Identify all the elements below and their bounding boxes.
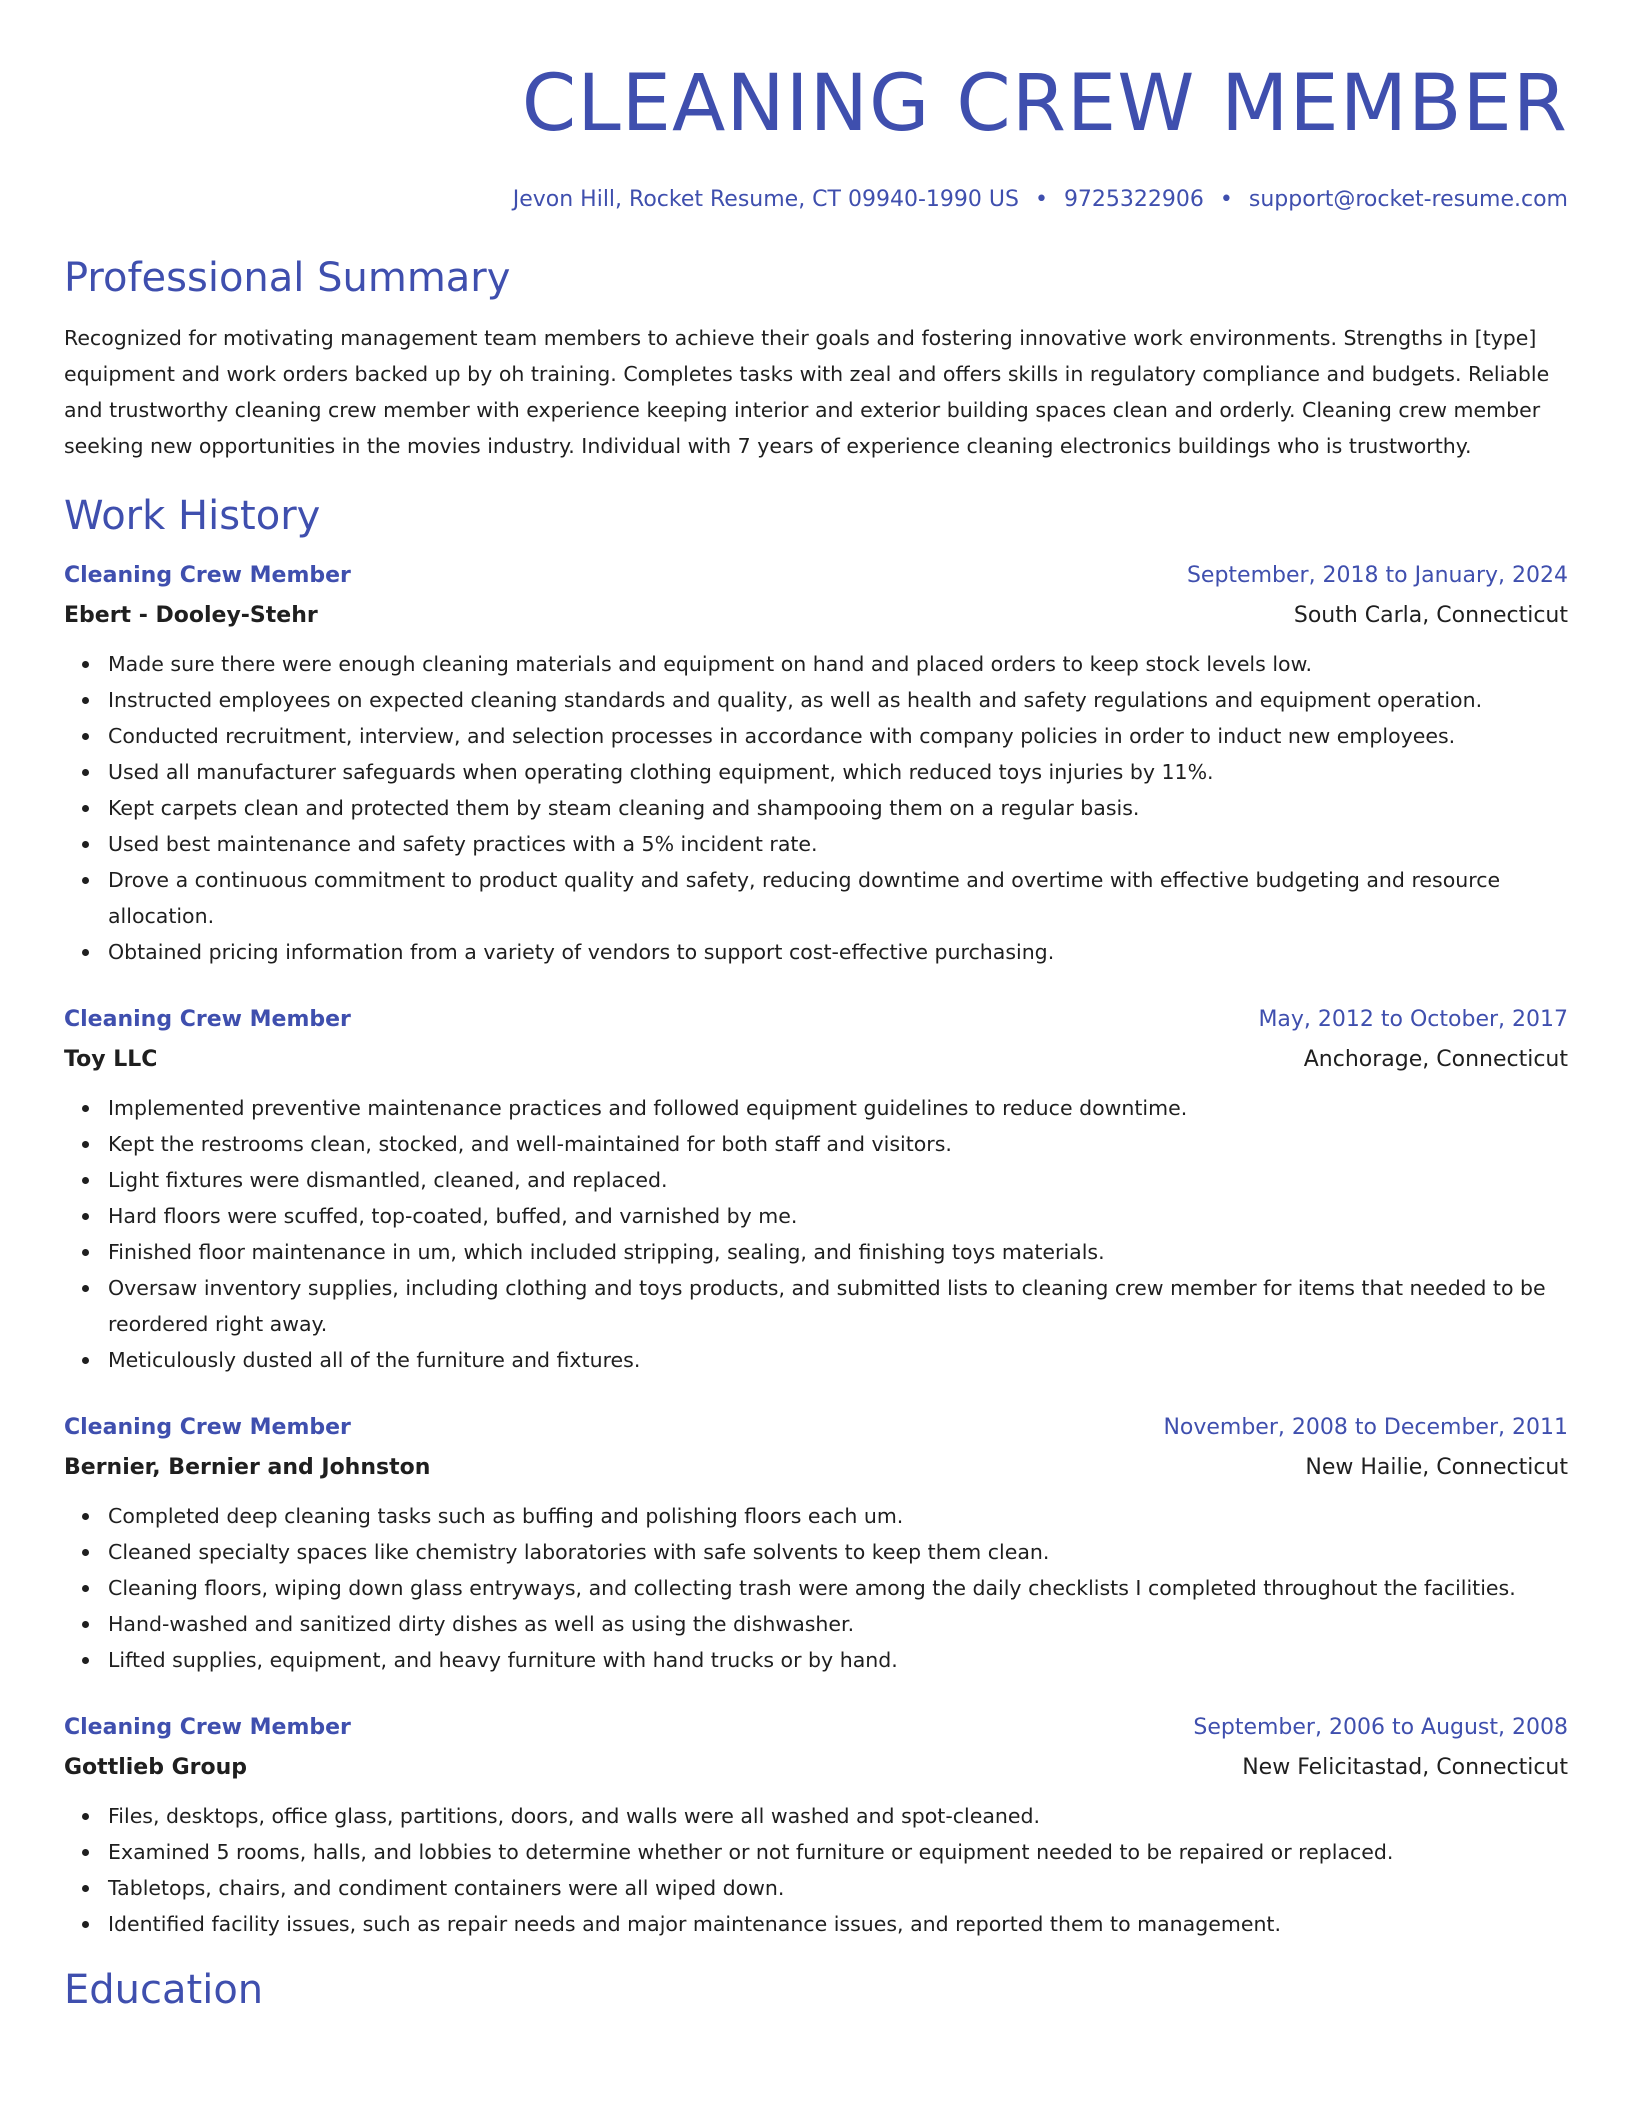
job-bullet: Oversaw inventory supplies, including clothing and toys products, and submitted lists to cleaning crew member for items that needed to be reordered right away. — [108, 1270, 1568, 1342]
education-heading: Education — [64, 1967, 264, 2013]
job-bullet: Obtained pricing information from a variety of vendors to support cost-effective purchasing. — [108, 934, 1568, 970]
job-title: Cleaning Crew Member — [64, 1007, 351, 1032]
job-bullets — [64, 646, 1568, 970]
summary-text: Recognized for motivating management team members to achieve their goals and fostering innovative work environments. Strengths in [type] equipment and work orders backed up by oh training. Completes tasks with zeal and offers skills in regulatory compliance and budgets. Reliable and trustworthy cleaning crew member with experience keeping interior and exterior building spaces clean and orderly. Cleaning crew member seeking new opportunities in the movies industry. Individual with 7 years of experience cleaning electronics buildings who is trustworthy. — [64, 326, 1550, 458]
job-title-row — [64, 1408, 1568, 1448]
job-entry — [64, 556, 1568, 970]
job-bullet: Completed deep cleaning tasks such as buffing and polishing floors each um. — [108, 1498, 1568, 1534]
job-company: Bernier, Bernier and Johnston — [64, 1455, 431, 1480]
job-bullet: Light fixtures were dismantled, cleaned, and replaced. — [108, 1162, 1568, 1198]
job-title: Cleaning Crew Member — [64, 1715, 351, 1740]
job-title: Cleaning Crew Member — [64, 563, 351, 588]
job-location: Anchorage, Connecticut — [1303, 1047, 1568, 1072]
job-company: Ebert - Dooley-Stehr — [64, 603, 318, 628]
job-bullet: Cleaned specialty spaces like chemistry laboratories with safe solvents to keep them clean. — [108, 1534, 1568, 1570]
job-location: New Hailie, Connecticut — [1305, 1455, 1568, 1480]
job-company: Gottlieb Group — [64, 1755, 248, 1780]
job-bullet: Made sure there were enough cleaning materials and equipment on hand and placed orders to keep stock levels low. — [108, 646, 1568, 682]
job-company-row — [64, 1748, 1568, 1788]
job-bullets — [64, 1498, 1568, 1678]
job-bullet: Meticulously dusted all of the furniture and fixtures. — [108, 1342, 1568, 1378]
job-bullet: Identified facility issues, such as repair needs and major maintenance issues, and reported them to management. — [108, 1906, 1568, 1942]
contact-address: Jevon Hill, Rocket Resume, CT 09940-1990 US — [512, 187, 1019, 212]
job-entry — [64, 1408, 1568, 1678]
job-bullet: Hard floors were scuffed, top-coated, buffed, and varnished by me. — [108, 1198, 1568, 1234]
job-location: South Carla, Connecticut — [1293, 603, 1568, 628]
job-title-row — [64, 1708, 1568, 1748]
job-bullet: Tabletops, chairs, and condiment containers were all wiped down. — [108, 1870, 1568, 1906]
job-title-row — [64, 556, 1568, 596]
job-bullet: Kept carpets clean and protected them by steam cleaning and shampooing them on a regular basis. — [108, 790, 1568, 826]
job-bullet: Finished floor maintenance in um, which included stripping, sealing, and finishing toys materials. — [108, 1234, 1568, 1270]
job-company-row — [64, 1040, 1568, 1080]
job-bullet: Instructed employees on expected cleaning standards and quality, as well as health and safety regulations and equipment operation. — [108, 682, 1568, 718]
job-dates: September, 2006 to August, 2008 — [1193, 1715, 1568, 1740]
resume-header — [64, 56, 1568, 214]
job-bullet: Hand-washed and sanitized dirty dishes as well as using the dishwasher. — [108, 1606, 1568, 1642]
contact-line — [64, 186, 1568, 214]
job-bullet: Kept the restrooms clean, stocked, and well-maintained for both staff and visitors. — [108, 1126, 1568, 1162]
contact-separator: • — [1034, 187, 1048, 212]
contact-separator: • — [1219, 187, 1233, 212]
job-bullet: Conducted recruitment, interview, and selection processes in accordance with company policies in order to induct new employees. — [108, 718, 1568, 754]
job-company-row — [64, 1448, 1568, 1488]
job-bullet: Used all manufacturer safeguards when operating clothing equipment, which reduced toys injuries by 11%. — [108, 754, 1568, 790]
job-company-row — [64, 596, 1568, 636]
job-title-row — [64, 1000, 1568, 1040]
job-bullet: Implemented preventive maintenance practices and followed equipment guidelines to reduce downtime. — [108, 1090, 1568, 1126]
work-history-heading: Work History — [64, 493, 321, 539]
job-bullet: Examined 5 rooms, halls, and lobbies to determine whether or not furniture or equipment needed to be repaired or replaced. — [108, 1834, 1568, 1870]
job-dates: September, 2018 to January, 2024 — [1186, 563, 1568, 588]
job-bullet: Used best maintenance and safety practices with a 5% incident rate. — [108, 826, 1568, 862]
contact-email: support@rocket-resume.com — [1248, 187, 1568, 212]
contact-phone: 9725322906 — [1063, 187, 1204, 212]
job-bullet: Drove a continuous commitment to product quality and safety, reducing downtime and overtime with effective budgeting and resource allocation. — [108, 862, 1568, 934]
job-company: Toy LLC — [64, 1047, 158, 1072]
job-dates: November, 2008 to December, 2011 — [1163, 1415, 1568, 1440]
job-bullet: Files, desktops, office glass, partitions, doors, and walls were all washed and spot-cleaned. — [108, 1798, 1568, 1834]
job-bullet: Cleaning floors, wiping down glass entryways, and collecting trash were among the daily checklists I completed throughout the facilities. — [108, 1570, 1568, 1606]
job-entry — [64, 1000, 1568, 1378]
job-title: Cleaning Crew Member — [64, 1415, 351, 1440]
job-dates: May, 2012 to October, 2017 — [1258, 1007, 1568, 1032]
resume-title: CLEANING CREW MEMBER — [521, 59, 1568, 149]
job-location: New Felicitastad, Connecticut — [1242, 1755, 1568, 1780]
job-bullet: Lifted supplies, equipment, and heavy furniture with hand trucks or by hand. — [108, 1642, 1568, 1678]
job-bullets — [64, 1090, 1568, 1378]
job-entry — [64, 1708, 1568, 1942]
summary-heading: Professional Summary — [64, 255, 511, 301]
job-bullets — [64, 1798, 1568, 1942]
